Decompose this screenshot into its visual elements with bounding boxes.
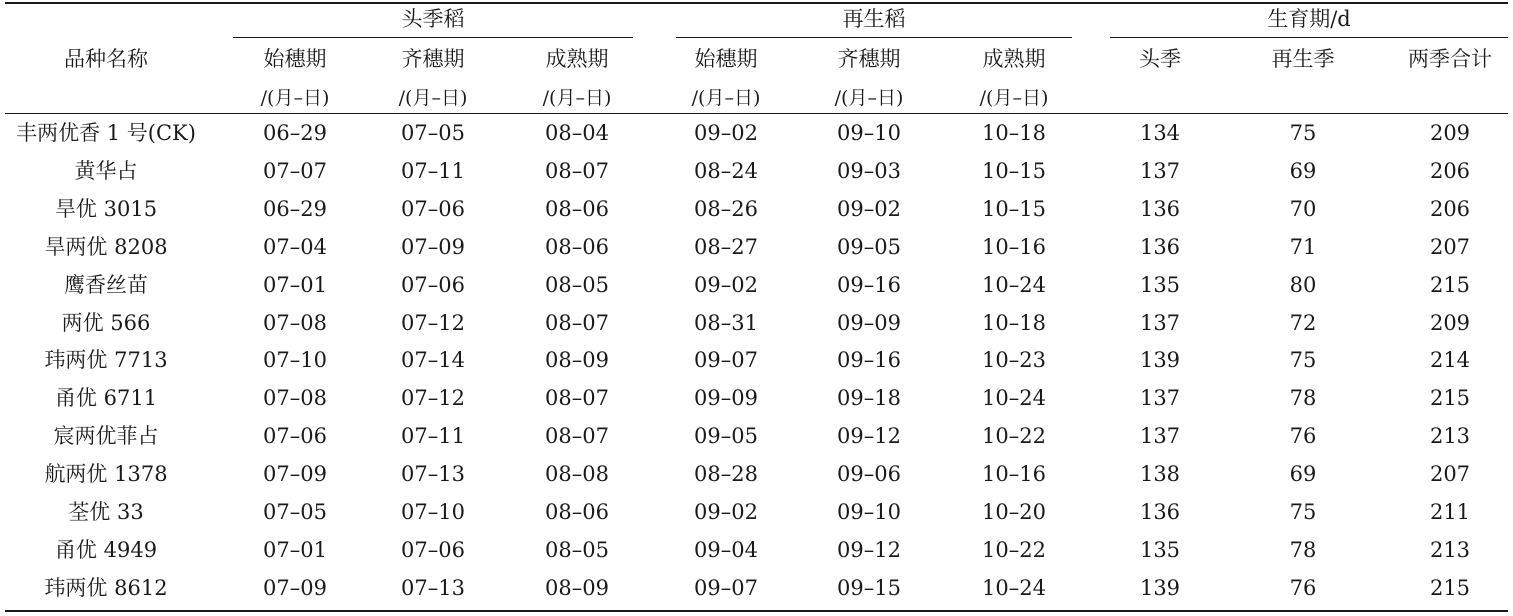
table-cell: 07–05	[263, 500, 327, 524]
table-cell: 09–06	[837, 462, 901, 487]
variety-column-header: 品种名称	[64, 47, 148, 71]
variety-name-cell: 丰两优香 1 号(CK)	[16, 121, 196, 145]
table-cell: 08–06	[545, 500, 609, 524]
table-cell: 137	[1139, 386, 1181, 411]
column-header-label: 头季	[1139, 47, 1181, 71]
table-cell: 08–08	[545, 462, 609, 487]
table-cell: 206	[1429, 158, 1471, 183]
table-cell: 07–13	[401, 575, 465, 600]
table-cell: 08–05	[545, 537, 609, 562]
variety-name-cell: 航两优 1378	[44, 462, 168, 487]
table-cell: 07–12	[401, 386, 465, 411]
variety-name-cell: 两优 566	[61, 310, 151, 335]
table-cell: 07–07	[263, 158, 327, 183]
table-cell: 07–12	[401, 310, 465, 335]
column-header-unit: /(月–日)	[260, 87, 330, 109]
table-cell: 10–16	[982, 234, 1046, 259]
table-cell: 135	[1139, 537, 1181, 562]
group-header-growth-period: 生育期/d	[1267, 7, 1351, 31]
table-cell: 214	[1429, 348, 1471, 373]
table-cell: 09–12	[837, 537, 901, 562]
table-cell: 207	[1429, 462, 1471, 487]
table-cell: 07–01	[263, 272, 327, 297]
table-cell: 211	[1429, 500, 1471, 524]
column-header-unit: /(月–日)	[691, 87, 761, 109]
table-cell: 10–20	[982, 500, 1046, 524]
table-cell: 09–09	[837, 310, 901, 335]
table-cell: 10–23	[982, 348, 1046, 373]
table-cell: 07–04	[263, 234, 327, 259]
table-cell: 70	[1289, 196, 1317, 221]
column-header-unit: /(月–日)	[398, 87, 468, 109]
table-cell: 08–05	[545, 272, 609, 297]
table-cell: 138	[1139, 462, 1181, 487]
table-cell: 69	[1289, 462, 1317, 487]
table-cell: 10–16	[982, 462, 1046, 487]
table-cell: 08–07	[545, 386, 609, 411]
table-cell: 215	[1429, 386, 1471, 411]
table-cell: 206	[1429, 196, 1471, 221]
table-cell: 71	[1289, 234, 1317, 259]
table-cell: 08–24	[694, 158, 758, 183]
column-header-label: 齐穗期	[837, 47, 901, 71]
table-cell: 09–16	[837, 348, 901, 373]
column-header-unit: /(月–日)	[979, 87, 1049, 109]
table-cell: 07–14	[401, 348, 465, 373]
variety-name-cell: 玮两优 8612	[44, 575, 168, 600]
table-cell: 80	[1289, 272, 1317, 297]
table-cell: 09–02	[837, 196, 901, 221]
table-cell: 139	[1139, 348, 1181, 373]
table-cell: 09–05	[837, 234, 901, 259]
table-cell: 10–15	[982, 158, 1046, 183]
table-cell: 76	[1289, 575, 1317, 600]
column-header-label: 始穗期	[694, 47, 758, 71]
table-cell: 08–28	[694, 462, 758, 487]
table-cell: 08–27	[694, 234, 758, 259]
table-cell: 09–02	[694, 500, 758, 524]
variety-name-cell: 黄华占	[74, 158, 138, 183]
table-cell: 09–16	[837, 272, 901, 297]
table-cell: 07–01	[263, 537, 327, 562]
table-cell: 08–31	[694, 310, 758, 335]
table-cell: 09–12	[837, 424, 901, 449]
table-cell: 07–05	[401, 121, 465, 145]
table-cell: 213	[1429, 424, 1471, 449]
table-cell: 07–09	[401, 234, 465, 259]
table-cell: 09–09	[694, 386, 758, 411]
table-cell: 69	[1289, 158, 1317, 183]
variety-name-cell: 旱优 3015	[54, 196, 158, 221]
table-cell: 07–10	[401, 500, 465, 524]
table-cell: 09–10	[837, 500, 901, 524]
table-cell: 06–29	[263, 121, 327, 145]
table-cell: 09–07	[694, 348, 758, 373]
table-cell: 09–04	[694, 537, 758, 562]
column-header-label: 成熟期	[982, 47, 1046, 71]
table-cell: 09–03	[837, 158, 901, 183]
table-cell: 09–05	[694, 424, 758, 449]
table-cell: 136	[1139, 234, 1181, 259]
table-cell: 09–02	[694, 272, 758, 297]
column-header-label: 成熟期	[545, 47, 609, 71]
table-cell: 07–11	[401, 158, 465, 183]
table-cell: 08–07	[545, 424, 609, 449]
table-cell: 08–04	[545, 121, 609, 145]
table-cell: 07–06	[401, 196, 465, 221]
table-cell: 10–18	[982, 121, 1046, 145]
table-cell: 09–10	[837, 121, 901, 145]
table-cell: 209	[1429, 121, 1471, 145]
table-cell: 10–24	[982, 272, 1046, 297]
table-cell: 137	[1139, 310, 1181, 335]
table-cell: 08–09	[545, 575, 609, 600]
table-cell: 07–08	[263, 310, 327, 335]
table-cell: 78	[1289, 386, 1317, 411]
table-cell: 10–15	[982, 196, 1046, 221]
table-cell: 07–10	[263, 348, 327, 373]
table-cell: 76	[1289, 424, 1317, 449]
table-cell: 215	[1429, 272, 1471, 297]
table-cell: 75	[1289, 500, 1317, 524]
table-cell: 06–29	[263, 196, 327, 221]
table-cell: 09–02	[694, 121, 758, 145]
variety-name-cell: 玮两优 7713	[44, 348, 168, 373]
table-bottom-rule	[5, 610, 1508, 612]
table-cell: 07–09	[263, 575, 327, 600]
group-rule-ratoon-season	[676, 37, 1072, 38]
table-cell: 09–18	[837, 386, 901, 411]
column-header-label: 齐穗期	[401, 47, 465, 71]
table-cell: 07–13	[401, 462, 465, 487]
table-cell: 137	[1139, 158, 1181, 183]
column-header-label: 始穗期	[263, 47, 327, 71]
table-cell: 07–09	[263, 462, 327, 487]
table-cell: 215	[1429, 575, 1471, 600]
group-header-first-season: 头季稻	[401, 7, 465, 31]
variety-name-cell: 荃优 33	[68, 500, 144, 524]
table-cell: 10–24	[982, 575, 1046, 600]
table-cell: 08–09	[545, 348, 609, 373]
column-header-label: 再生季	[1271, 47, 1335, 71]
table-cell: 207	[1429, 234, 1471, 259]
variety-name-cell: 甬优 4949	[54, 537, 158, 562]
table-cell: 10–22	[982, 424, 1046, 449]
table-cell: 136	[1139, 500, 1181, 524]
table-cell: 209	[1429, 310, 1471, 335]
table-cell: 75	[1289, 348, 1317, 373]
table-cell: 08–26	[694, 196, 758, 221]
table-cell: 10–18	[982, 310, 1046, 335]
table-cell: 10–22	[982, 537, 1046, 562]
table-cell: 08–07	[545, 310, 609, 335]
variety-name-cell: 甬优 6711	[54, 386, 158, 411]
table-top-rule	[5, 2, 1508, 4]
table-cell: 78	[1289, 537, 1317, 562]
group-rule-growth-period	[1110, 37, 1508, 38]
table-cell: 134	[1139, 121, 1181, 145]
column-header-label: 两季合计	[1408, 47, 1492, 71]
table-cell: 07–06	[401, 272, 465, 297]
table-cell: 72	[1289, 310, 1317, 335]
table-cell: 139	[1139, 575, 1181, 600]
table-cell: 07–11	[401, 424, 465, 449]
table-cell: 75	[1289, 121, 1317, 145]
variety-name-cell: 宸两优菲占	[53, 424, 159, 449]
table-cell: 135	[1139, 272, 1181, 297]
table-cell: 10–24	[982, 386, 1046, 411]
column-header-unit: /(月–日)	[834, 87, 904, 109]
table-header-rule	[5, 113, 1508, 114]
table-cell: 137	[1139, 424, 1181, 449]
table-cell: 08–06	[545, 196, 609, 221]
variety-name-cell: 旱两优 8208	[44, 234, 168, 259]
column-header-unit: /(月–日)	[542, 87, 612, 109]
table-cell: 09–15	[837, 575, 901, 600]
table-cell: 09–07	[694, 575, 758, 600]
variety-name-cell: 鹰香丝苗	[64, 272, 148, 297]
table-cell: 08–07	[545, 158, 609, 183]
table-cell: 07–06	[401, 537, 465, 562]
group-rule-first-season	[233, 37, 633, 38]
table-cell: 136	[1139, 196, 1181, 221]
table-cell: 07–08	[263, 386, 327, 411]
table-cell: 07–06	[263, 424, 327, 449]
group-header-ratoon-season: 再生稻	[842, 7, 906, 31]
table-cell: 213	[1429, 537, 1471, 562]
table-cell: 08–06	[545, 234, 609, 259]
